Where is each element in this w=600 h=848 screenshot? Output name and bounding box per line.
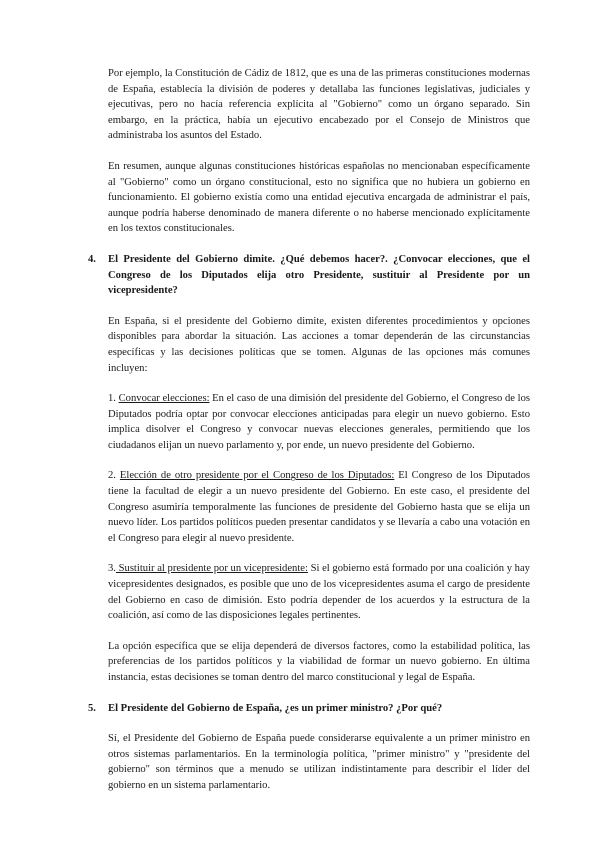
option-1-prefix: 1. <box>108 393 119 405</box>
option-2 <box>108 468 530 546</box>
question-5-answer: Sí, el Presidente del Gobierno de España puede considerarse equivalente a un primer ministro en otros sistemas parlamentarios. En la terminología política, "primer ministro" y "presidente del gobierno" son términos que a menudo se utilizan indistintamente para describir el líder del gobierno en un sistema parlamentario. <box>108 733 530 791</box>
option-2-heading: Elección de otro presidente por el Congreso de los Diputados: <box>119 470 395 482</box>
intro-paragraph-1: Por ejemplo, la Constitución de Cádiz de 1812, que es una de las primeras constituciones modernas de España, establecía la división de poderes y detallaba las funciones legislativas, judiciales y ejecutivas, pero no hacía referencia explícita al "Gobierno" como un órgano separado. Sin embargo, en la práctica, había un ejecutivo encabezado por el Consejo de Ministros que administraba los asuntos del Estado. <box>108 68 530 142</box>
option-1 <box>108 391 530 453</box>
question-5-title: El Presidente del Gobierno de España, ¿es un primer ministro? ¿Por qué? <box>108 702 443 714</box>
question-4-number: 4. <box>88 253 96 265</box>
option-3-text: Si el gobierno está formado por una coalición y hay vicepresidentes designados, es posible que uno de los vicepresidentes asuma el cargo de presidente del Gobierno en caso de dimisión. Esto podría depender de los acuerdos y la estructura de la coalición, así como de las disposiciones legales pertinentes. <box>108 563 530 622</box>
question-4-conclusion: La opción específica que se elija dependerá de diversos factores, como la estabilidad política, las preferencias de los partidos políticos y la viabilidad de formar un nuevo gobierno. En última instancia, estas decisiones se toman dentro del marco constitucional y legal de España. <box>108 640 530 683</box>
question-4-title: El Presidente del Gobierno dimite. ¿Qué debemos hacer?. ¿Convocar elecciones, que el Congreso de los Diputados elija otro Presidente, sustituir al Presidente por un vicepresidente? <box>108 253 530 297</box>
question-4-intro: En España, si el presidente del Gobierno dimite, existen diferentes procedimientos y opciones disponibles para abordar la situación. Las acciones a tomar dependerán de las circunstancias específicas y las decisiones políticas que se tomen. Algunas de las opciones más comunes incluyen: <box>108 315 530 374</box>
option-1-heading: Convocar elecciones: <box>118 393 210 405</box>
intro-paragraph-2: En resumen, aunque algunas constituciones históricas españolas no mencionaban específicamente al "Gobierno" como un órgano constitucional, esto no significa que no hubiera un gobierno en funcionamiento. El gobierno existía como una entidad ejecutiva encargada de administrar el país, aunque podría haberse denominado de manera diferente o no haberse mencionado explícitamente en los textos constitucionales. <box>108 160 530 235</box>
question-5-heading <box>88 701 530 717</box>
option-3 <box>108 561 530 623</box>
option-1-text: En el caso de una dimisión del presidente del Gobierno, el Congreso de los Diputados podría optar por convocar elecciones anticipadas para elegir un nuevo gobierno. Esto implica disolver el Congreso y convocar nuevas elecciones generales, permitiendo que los ciudadanos elijan un nuevo parlamento y, por ende, un nuevo presidente del Gobierno. <box>108 393 531 451</box>
option-2-text: El Congreso de los Diputados tiene la facultad de elegir a un nuevo presidente del Gobierno. En este caso, el presidente del Congreso asumiría temporalmente las funciones de presidente del Gobierno hasta que se elija un nuevo líder. Los partidos políticos pueden presentar candidatos y se llevaría a cabo una votación en el Congreso para elegir al nuevo presidente. <box>108 470 531 544</box>
question-4-heading <box>88 252 530 299</box>
option-2-prefix: 2. <box>108 470 120 482</box>
option-3-heading: Sustituir al presidente por un vicepresidente: <box>115 563 308 575</box>
option-3-prefix: 3. <box>108 563 116 575</box>
question-5-number: 5. <box>88 702 96 714</box>
